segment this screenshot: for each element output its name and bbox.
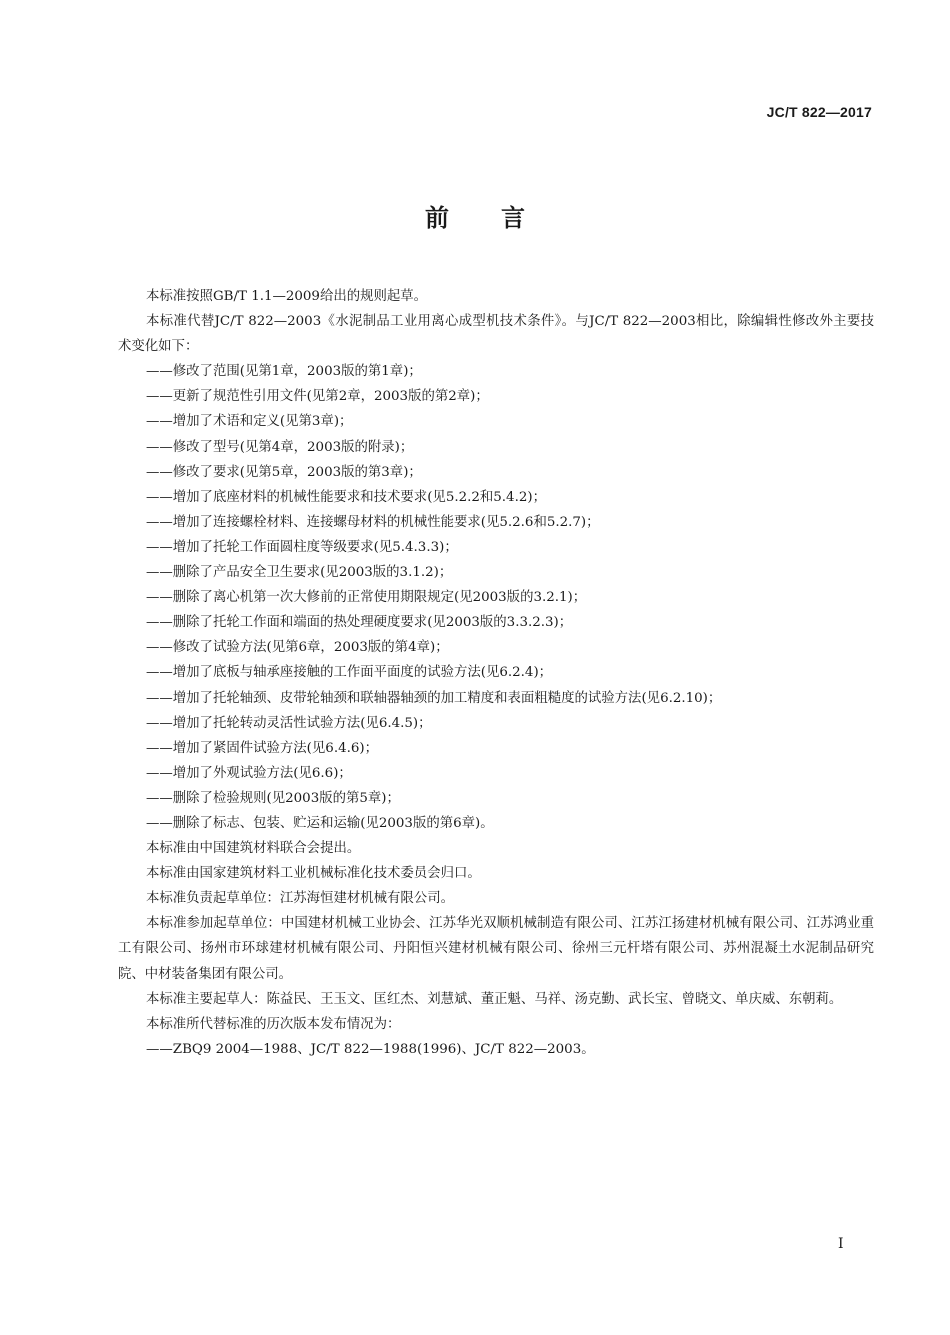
change-item: ——删除了产品安全卫生要求(见2003版的3.1.2)；: [146, 565, 453, 581]
page-number: I: [838, 1236, 844, 1252]
paragraph-proposer: 本标准由中国建筑材料联合会提出。: [146, 841, 361, 857]
change-item: ——增加了紧固件试验方法(见6.4.6)；: [146, 740, 378, 756]
standard-number: JC/T 822—2017: [766, 104, 872, 120]
change-item: ——修改了型号(见第4章，2003版的附录)；: [146, 439, 414, 455]
change-item: ——增加了托轮工作面圆柱度等级要求(见5.4.3.3)；: [146, 539, 458, 555]
change-item: ——删除了标志、包装、贮运和运输(见2003版的第6章)。: [146, 815, 494, 831]
change-item: ——增加了底板与轴承座接触的工作面平面度的试验方法(见6.2.4)；: [146, 665, 553, 681]
change-item: ——删除了托轮工作面和端面的热处理硬度要求(见2003版的3.3.2.3)；: [146, 615, 573, 631]
change-item: ——删除了检验规则(见2003版的第5章)；: [146, 790, 400, 806]
paragraph-replacement: 本标准代替JC/T 822—2003《水泥制品工业用离心成型机技术条件》。与JC/T 822—2003相比，除编辑性修改外主要技术变化如下：: [118, 314, 874, 355]
paragraph-lead-drafter: 本标准负责起草单位：江苏海恒建材机械有限公司。: [146, 891, 454, 907]
change-item: ——删除了离心机第一次大修前的正常使用期限规定(见2003版的3.2.1)；: [146, 590, 587, 606]
paragraph-drafting-rules: 本标准按照GB/T 1.1—2009给出的规则起草。: [146, 289, 428, 304]
change-item: ——更新了规范性引用文件(见第2章，2003版的第2章)；: [146, 389, 489, 405]
change-item: ——增加了连接螺栓材料、连接螺母材料的机械性能要求(见5.2.6和5.2.7)；: [146, 514, 600, 530]
paragraph-main-drafters: 本标准主要起草人：陈益民、王玉文、匡红杰、刘慧斌、董正魁、马祥、汤克勤、武长宝、曾晓文、单庆威、东朝莉。: [146, 991, 843, 1007]
paragraph-committee: 本标准由国家建筑材料工业机械标准化技术委员会归口。: [146, 866, 481, 882]
change-item: ——增加了底座材料的机械性能要求和技术要求(见5.2.2和5.4.2)；: [146, 489, 546, 505]
change-item: ——修改了要求(见第5章，2003版的第3章)；: [146, 464, 422, 480]
paragraph-history-intro: 本标准所代替标准的历次版本发布情况为：: [146, 1016, 401, 1032]
change-item: ——修改了范围(见第1章，2003版的第1章)；: [146, 364, 422, 380]
change-item: ——修改了试验方法(见第6章，2003版的第4章)；: [146, 640, 449, 656]
change-item: ——增加了外观试验方法(见6.6)；: [146, 765, 352, 781]
page-title: 前言: [425, 204, 577, 232]
paragraph-participating-drafters: 本标准参加起草单位：中国建材机械工业协会、江苏华光双顺机械制造有限公司、江苏江扬建材机械有限公司、江苏鸿业重工有限公司、扬州市环球建材机械有限公司、丹阳恒兴建材机械有限公司、徐州三元杆塔有限公司、苏州混凝土水泥制品研究院、中材装备集团有限公司。: [118, 916, 874, 982]
change-item: ——增加了托轮转动灵活性试验方法(见6.4.5)；: [146, 715, 432, 731]
change-item: ——增加了托轮轴颈、皮带轮轴颈和联轴器轴颈的加工精度和表面粗糙度的试验方法(见6.2.10)；: [146, 690, 722, 706]
document-body: [118, 284, 874, 1062]
change-item: ——增加了术语和定义(见第3章)；: [146, 414, 353, 430]
history-item: ——ZBQ9 2004—1988、JC/T 822—1988(1996)、JC/T 822—2003。: [146, 1041, 595, 1057]
